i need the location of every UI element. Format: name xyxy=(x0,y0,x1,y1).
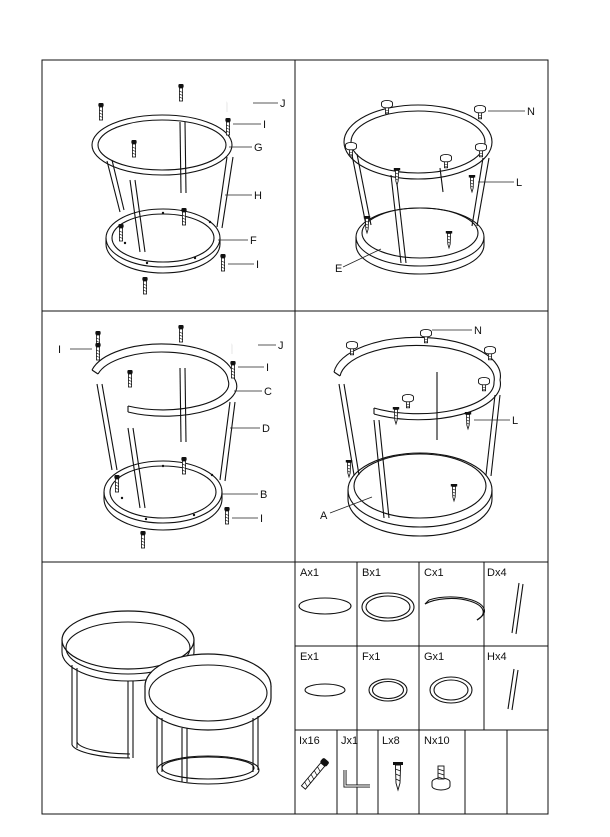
label-d: D xyxy=(262,423,270,435)
leveling-foot-icon xyxy=(432,766,450,790)
half-ring-icon xyxy=(425,597,484,620)
label-i: I xyxy=(256,259,260,271)
part-code-a: Ax1 xyxy=(300,567,319,579)
step-1-small-table-frame-assembly xyxy=(92,84,286,294)
label-j: J xyxy=(280,98,286,110)
label-l: L xyxy=(512,415,519,427)
label-i: I xyxy=(263,119,267,131)
part-code-n: Nx10 xyxy=(424,735,450,747)
part-code-c: Cx1 xyxy=(424,567,444,579)
label-g: G xyxy=(254,142,263,154)
part-code-l: Lx8 xyxy=(382,735,400,747)
large-tabletop-disc-icon xyxy=(299,598,351,614)
label-n: N xyxy=(474,325,482,337)
part-code-j: Jx1 xyxy=(341,735,359,747)
long-leg-icon xyxy=(512,583,523,634)
label-a: A xyxy=(320,510,328,522)
small-tabletop-disc-icon xyxy=(305,684,345,696)
label-c: C xyxy=(264,386,272,398)
part-code-f: Fx1 xyxy=(362,651,381,663)
parts-list xyxy=(299,567,523,790)
part-code-i: Ix16 xyxy=(299,735,320,747)
short-leg-icon xyxy=(508,669,518,710)
label-i: I xyxy=(266,362,270,374)
part-code-b: Bx1 xyxy=(362,567,381,579)
part-code-h: Hx4 xyxy=(487,651,507,663)
label-i: I xyxy=(260,513,264,525)
label-h: H xyxy=(254,190,262,202)
finished-nesting-tables-illustration xyxy=(62,611,271,784)
step-2-small-table-top-and-feet xyxy=(335,100,535,275)
label-i: I xyxy=(58,344,62,356)
part-code-d: Dx4 xyxy=(487,567,507,579)
label-e: E xyxy=(335,263,343,275)
part-code-e: Ex1 xyxy=(300,651,319,663)
label-b: B xyxy=(260,489,268,501)
step-4-large-table-top-and-feet xyxy=(320,325,518,536)
label-l: L xyxy=(516,177,523,189)
wood-screw-icon xyxy=(393,762,403,790)
small-ring-icon xyxy=(369,679,407,701)
label-f: F xyxy=(250,235,257,247)
label-j: J xyxy=(278,340,284,352)
medium-ring-icon xyxy=(430,677,472,703)
label-n: N xyxy=(527,106,535,118)
part-code-g: Gx1 xyxy=(424,651,445,663)
bolt-icon xyxy=(300,757,329,790)
panel-grid xyxy=(42,60,548,814)
step-3-large-table-frame-assembly xyxy=(58,325,284,548)
large-ring-icon xyxy=(362,593,414,621)
